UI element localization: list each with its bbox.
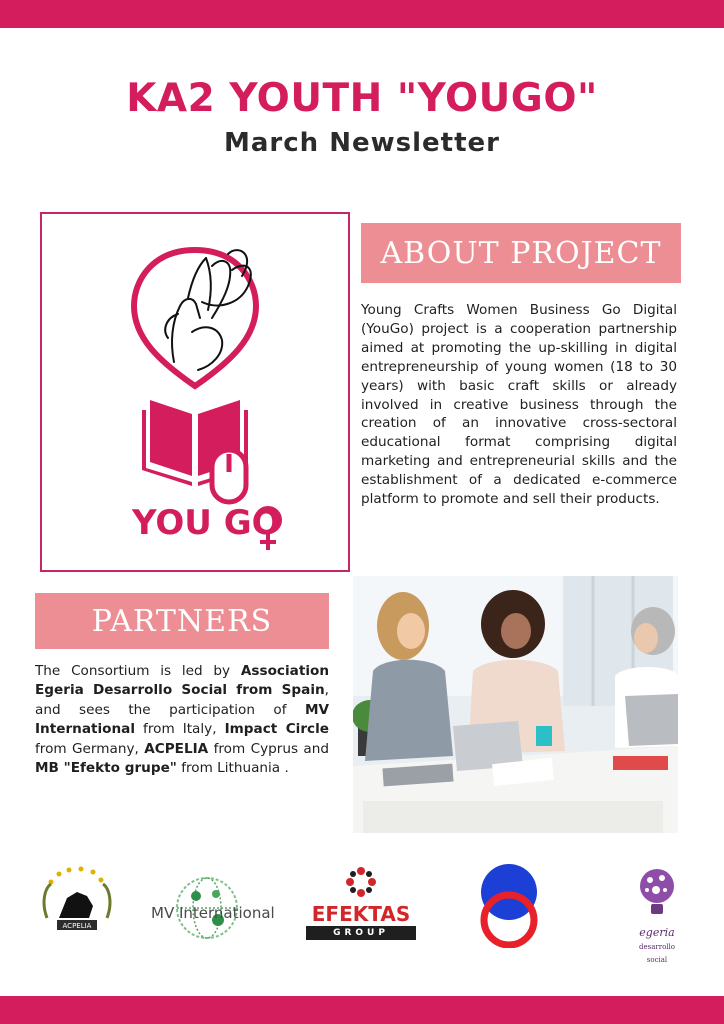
partners-body: The Consortium is led by Association Egeria Desarrollo Social from Spain, and sees the participation of MV International from Italy, Impact Circle from Germany, ACPELIA from Cyprus and MB "Efekto grupe" from Lithuania . bbox=[35, 663, 330, 777]
acpelia-label: ACPELIA bbox=[62, 922, 92, 930]
computer-mouse-icon bbox=[212, 450, 246, 502]
mv-international-logo-text: MV International bbox=[151, 904, 275, 922]
efektas-group-text: GROUP bbox=[306, 926, 416, 940]
egeria-logo bbox=[634, 866, 680, 924]
bottom-accent-bar bbox=[0, 996, 724, 1024]
egeria-logo-text: egeria desarrollo social bbox=[639, 926, 675, 964]
yougo-logo bbox=[42, 214, 348, 570]
team-photo bbox=[353, 576, 678, 833]
newsletter-title: KA2 YOUTH "YOUGO" bbox=[126, 76, 598, 121]
acpelia-logo bbox=[37, 866, 117, 938]
about-project-body: Young Crafts Women Business Go Digital (YouGo) project is a cooperation partnership aimed at promoting the up-skilling in digital entrepreneurship of young women (18 to 30 years) with basic craft skills or already involved in creative business through the creation of an innovative cross-sectoral educational format comprising digital marketing and entrepreneurial skills and the establishment of a dedicated e-commerce platform to promote and sell their products. bbox=[361, 302, 677, 508]
logo-wordmark: YOU GO bbox=[132, 503, 281, 543]
impact-circle-logo bbox=[478, 864, 540, 948]
top-accent-bar bbox=[0, 0, 724, 28]
newsletter-subtitle: March Newsletter bbox=[224, 128, 500, 158]
efektas-mark-icon bbox=[345, 866, 377, 898]
project-logo-frame bbox=[40, 212, 350, 572]
location-pin-icon bbox=[134, 250, 256, 386]
efektas-logo-text: EFEKTAS bbox=[311, 902, 411, 926]
about-project-heading: ABOUT PROJECT bbox=[361, 223, 681, 283]
partners-heading: PARTNERS bbox=[35, 593, 329, 649]
